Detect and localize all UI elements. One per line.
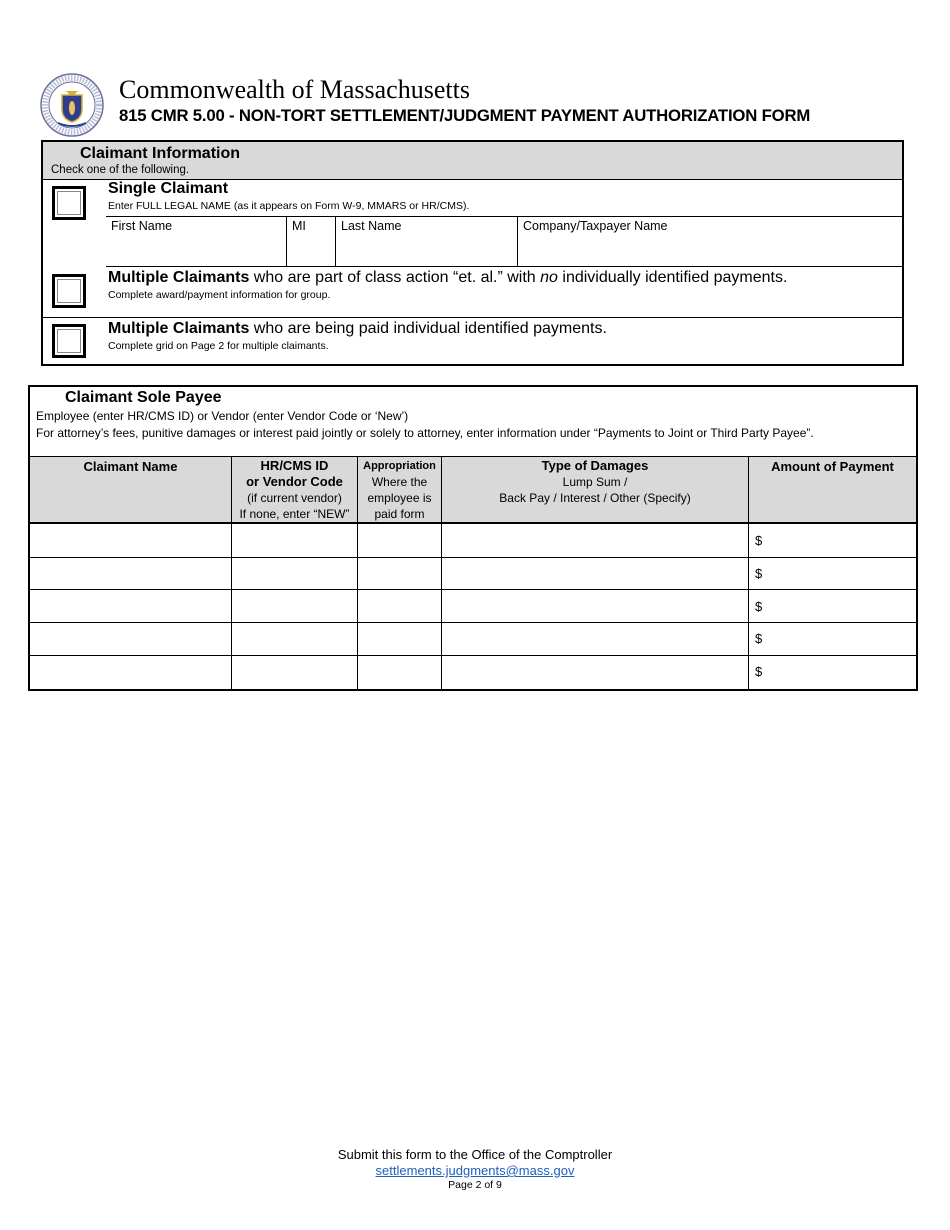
multiple-claimants-class-title: Multiple Claimants who are part of class action “et. al.” with no individually identified payments.	[108, 269, 788, 286]
multiple-claimants-class-note: Complete award/payment information for group.	[108, 289, 331, 301]
last-name-label: Last Name	[341, 219, 402, 233]
table-row[interactable]	[30, 524, 916, 557]
multiple-claimants-individual-note: Complete grid on Page 2 for multiple claimants.	[108, 340, 329, 352]
claimant-information-header	[43, 142, 902, 180]
mi-label: MI	[292, 219, 306, 233]
page-number: Page 2 of 9	[448, 1179, 502, 1191]
single-claimant-row	[106, 179, 902, 267]
sole-payee-instruction-1: Employee (enter HR/CMS ID) or Vendor (enter Vendor Code or ‘New’)	[36, 409, 409, 423]
multiple-claimants-individual-title: Multiple Claimants who are being paid individual identified payments.	[108, 320, 607, 337]
footer-submit-text: Submit this form to the Office of the Comptroller	[337, 1147, 613, 1162]
single-claimant-title: Single Claimant	[108, 180, 229, 197]
amount-cell[interactable]: $	[755, 566, 763, 581]
multiple-claimants-individual-checkbox[interactable]	[52, 324, 86, 358]
company-taxpayer-field[interactable]	[518, 217, 902, 267]
amount-cell[interactable]: $	[755, 599, 763, 614]
sole-payee-title: Claimant Sole Payee	[65, 389, 222, 406]
claimant-information-instruction: Check one of the following.	[51, 164, 190, 176]
claimant-information-title: Claimant Information	[80, 145, 241, 162]
table-row[interactable]	[30, 558, 916, 589]
multiple-claimants-class-row	[43, 267, 902, 318]
multiple-claimants-class-checkbox[interactable]	[52, 274, 86, 308]
first-name-field[interactable]	[106, 217, 287, 267]
col-header-claimant-name: Claimant Name	[30, 456, 232, 522]
claimant-information-section	[41, 140, 904, 366]
col-header-amount: Amount of Payment	[749, 456, 916, 522]
single-claimant-checkbox[interactable]	[52, 186, 86, 220]
amount-cell[interactable]: $	[755, 631, 763, 646]
col-header-appropriation: Appropriation Where the employee is paid form	[358, 456, 442, 522]
massachusetts-seal-icon	[40, 73, 104, 137]
amount-cell[interactable]: $	[755, 664, 763, 679]
first-name-label: First Name	[111, 219, 173, 233]
org-name: Commonwealth of Massachusetts	[119, 75, 470, 104]
last-name-field[interactable]	[336, 217, 518, 267]
amount-cell[interactable]: $	[755, 533, 763, 548]
company-taxpayer-label: Company/Taxpayer Name	[523, 219, 668, 233]
table-row[interactable]	[30, 656, 916, 687]
mi-field[interactable]	[287, 217, 336, 267]
sole-payee-instruction-2: For attorney’s fees, punitive damages or interest paid jointly or solely to attorney, enter information under “Payments to Joint or Third Party Payee”.	[36, 426, 814, 440]
single-claimant-note: Enter FULL LEGAL NAME (as it appears on Form W-9, MMARS or HR/CMS).	[108, 200, 470, 212]
col-header-type-of-damages: Type of Damages Lump Sum / Back Pay / Interest / Other (Specify)	[442, 456, 749, 522]
table-row[interactable]	[30, 590, 916, 622]
claimant-sole-payee-section	[28, 385, 918, 691]
col-header-id: HR/CMS ID or Vendor Code (if current vendor) If none, enter “NEW”	[232, 456, 358, 522]
email-link[interactable]: settlements.judgments@mass.gov	[375, 1163, 575, 1178]
table-row[interactable]	[30, 623, 916, 655]
footer-email-link	[0, 1163, 950, 1178]
multiple-claimants-individual-row	[43, 318, 902, 364]
form-title: 815 CMR 5.00 - NON-TORT SETTLEMENT/JUDGMENT PAYMENT AUTHORIZATION FORM	[119, 106, 811, 125]
